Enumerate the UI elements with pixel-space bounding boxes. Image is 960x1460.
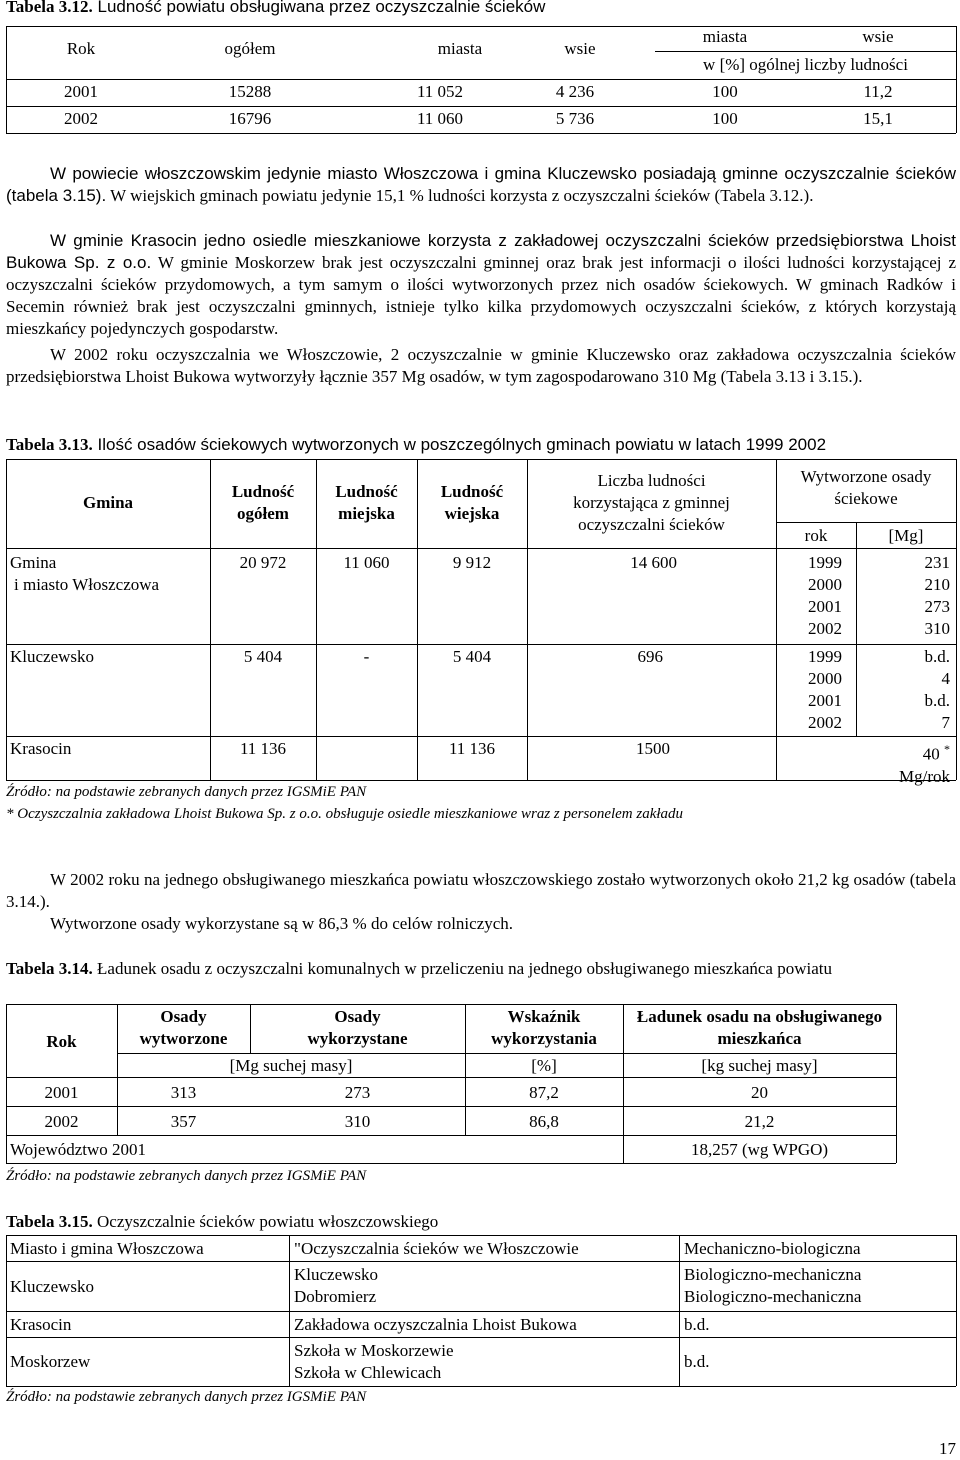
caption-bold: Tabela 3.14. bbox=[6, 959, 93, 978]
cell-typ: b.d. bbox=[684, 1352, 710, 1371]
col-header-ogolem: ogółem bbox=[224, 39, 276, 58]
year: 1999 bbox=[808, 553, 842, 572]
header-line: Ludność bbox=[335, 482, 398, 501]
caption-text: Oczyszczalnie ścieków powiatu włoszczowskiego bbox=[92, 1212, 439, 1231]
page-number: 17 bbox=[939, 1439, 956, 1458]
cell-gmina: Kluczewsko bbox=[10, 1277, 95, 1296]
year: 1999 bbox=[808, 647, 842, 666]
cell-wojewodztwo-value: 18,257 (wg WPGO) bbox=[690, 1140, 829, 1159]
header-line: Ładunek osadu na obsługiwanego bbox=[636, 1007, 883, 1026]
table-3-13-footnote: * Oczyszczalnia zakładowa Lhoist Bukowa Sp. z o.o. obsługuje osiedle mieszkaniowe wraz z personelem zakładu bbox=[6, 806, 684, 822]
unit-kg-suchej-masy: [kg suchej masy] bbox=[701, 1056, 818, 1075]
header-line: wiejska bbox=[444, 504, 500, 523]
caption-bold: Tabela 3.12. bbox=[6, 0, 93, 16]
cell-rok: 2002 bbox=[44, 1112, 79, 1131]
cell-wskaznik: 86,8 bbox=[529, 1112, 559, 1131]
cell-wiejska: 5 404 bbox=[452, 647, 492, 666]
mg-value: 273 bbox=[924, 597, 950, 616]
cell-gmina: Moskorzew bbox=[10, 1352, 91, 1371]
gmina-line: i miasto Włoszczowa bbox=[14, 575, 160, 594]
gmina-line: Gmina bbox=[10, 553, 57, 572]
cell-liczba: 1500 bbox=[636, 739, 670, 758]
header-line: miejska bbox=[338, 504, 395, 523]
header-line: ogółem bbox=[237, 504, 289, 523]
col-header-pct-sub: w [%] ogólnej liczby ludności bbox=[703, 55, 908, 74]
cell-miejska: - bbox=[363, 647, 370, 666]
year: 2001 bbox=[808, 597, 842, 616]
year: 2002 bbox=[808, 619, 842, 638]
mg-value: 310 bbox=[924, 619, 950, 638]
cell-ladunek: 21,2 bbox=[744, 1112, 775, 1131]
cell-line: Biologiczno-mechaniczna bbox=[684, 1265, 862, 1284]
cell-ogolem: 11 136 bbox=[239, 739, 287, 758]
cell-line: Dobromierz bbox=[294, 1287, 377, 1306]
cell-wiejska: 11 136 bbox=[448, 739, 496, 758]
header-line: Wskaźnik bbox=[507, 1007, 581, 1026]
table-3-13-source: Źródło: na podstawie zebranych danych przez IGSMiE PAN bbox=[6, 784, 367, 800]
header-line: Liczba ludności bbox=[597, 471, 706, 490]
cell-gmina: Kluczewsko bbox=[10, 647, 95, 666]
cell-line: Kluczewsko bbox=[294, 1265, 379, 1284]
paragraph-2-sans: W gminie Krasocin jedno osiedle mieszkaniowe korzysta z zakładowej oczyszczalni ścieków przedsiębiorstwa Lhoist Bukowa Sp. z o.o. bbox=[6, 231, 956, 272]
cell-rok: 2001 bbox=[44, 1083, 79, 1102]
header-line: Osady bbox=[334, 1007, 381, 1026]
paragraph-1-sans: W powiecie włoszczowskim jedynie miasto Włoszczowa i gmina Kluczewsko posiadają gminne oczyszczalnie ścieków (tabela 3.15). bbox=[6, 164, 956, 205]
cell-ogolem: 20 972 bbox=[239, 553, 287, 572]
cell-wiejska: 9 912 bbox=[452, 553, 492, 572]
cell-typ: Mechaniczno-biologiczna bbox=[684, 1239, 861, 1258]
header-line: wykorzystane bbox=[307, 1029, 408, 1048]
cell-wskaznik: 87,2 bbox=[529, 1083, 559, 1102]
cell-line: Szkoła w Moskorzewie bbox=[294, 1341, 454, 1360]
cell-rok: 2002 bbox=[64, 109, 98, 128]
table-3-14-source: Źródło: na podstawie zebranych danych przez IGSMiE PAN bbox=[6, 1168, 367, 1184]
cell-wsie: 4 236 bbox=[555, 82, 595, 101]
cell-ogolem: 15288 bbox=[228, 82, 272, 101]
header-line: Ludność bbox=[440, 482, 504, 501]
cell-ladunek: 20 bbox=[751, 1083, 768, 1102]
cell-line: Biologiczno-mechaniczna bbox=[684, 1287, 862, 1306]
cell-oczyszczalnia: "Oczyszczalnia ścieków we Włoszczowie bbox=[294, 1239, 579, 1258]
unit-percent: [%] bbox=[531, 1056, 557, 1075]
cell-oczyszczalnia: Zakładowa oczyszczalnia Lhoist Bukowa bbox=[294, 1315, 577, 1334]
header-line: mieszkańca bbox=[717, 1029, 802, 1048]
mg-value: 231 bbox=[924, 553, 950, 572]
cell-gmina: Miasto i gmina Włoszczowa bbox=[10, 1239, 204, 1258]
col-header-wsie: wsie bbox=[564, 39, 596, 58]
cell-rok: 2001 bbox=[64, 82, 98, 101]
paragraph-1-serif: W wiejskich gminach powiatu jedynie 15,1 % ludności korzysta z oczyszczalni ścieków (Tabela 3.12.). bbox=[106, 186, 814, 205]
cell-osady-wytworzone: 313 bbox=[170, 1083, 197, 1102]
cell-miasta: 11 052 bbox=[416, 82, 464, 101]
paragraph-4-text: W 2002 roku na jednego obsługiwanego mieszkańca powiatu włoszczowskiego zostało wytworzonych około 21,2 kg osadów (tabela 3.14.). bbox=[6, 870, 956, 911]
caption-bold: Tabela 3.15. bbox=[6, 1212, 93, 1231]
mg-value: 210 bbox=[924, 575, 950, 594]
header-line: Wytworzone osady bbox=[800, 467, 932, 486]
col-header-miasta-pct: miasta bbox=[702, 27, 748, 46]
cell-ogolem: 16796 bbox=[228, 109, 272, 128]
year: 2001 bbox=[808, 691, 842, 710]
year: 2000 bbox=[808, 575, 842, 594]
col-header-gmina: Gmina bbox=[82, 493, 134, 512]
footnote-marker: * bbox=[944, 742, 950, 756]
cell-wsie-pct: 11,2 bbox=[863, 82, 893, 101]
header-line: wykorzystania bbox=[491, 1029, 597, 1048]
cell-liczba: 14 600 bbox=[630, 553, 677, 572]
col-header-rok: Rok bbox=[46, 1032, 77, 1051]
col-header-wsie-pct: wsie bbox=[862, 27, 894, 46]
mg-number: 40 bbox=[922, 744, 940, 764]
cell-miasta-pct: 100 bbox=[712, 109, 738, 128]
cell-liczba: 696 bbox=[637, 647, 663, 666]
header-line: Osady bbox=[160, 1007, 207, 1026]
cell-ogolem: 5 404 bbox=[243, 647, 283, 666]
cell-miasta: 11 060 bbox=[416, 109, 464, 128]
caption-text: Ludność powiatu obsługiwana przez oczyszczalnie ścieków bbox=[92, 0, 546, 16]
mg-value: b.d. bbox=[924, 647, 950, 666]
cell-oczyszczalnia bbox=[294, 1340, 676, 1384]
cell-wojewodztwo: Województwo 2001 bbox=[10, 1140, 147, 1159]
cell-miejska: 11 060 bbox=[343, 553, 390, 572]
cell-oczyszczalnia bbox=[294, 1264, 676, 1308]
cell-line: Szkoła w Chlewicach bbox=[294, 1363, 442, 1382]
cell-osady-wykorzystane: 310 bbox=[344, 1112, 371, 1131]
cell-typ bbox=[684, 1264, 954, 1308]
unit-mg-suchej-masy: [Mg suchej masy] bbox=[229, 1056, 353, 1075]
mg-value: 7 bbox=[941, 713, 950, 732]
col-header-rok: rok bbox=[804, 526, 828, 545]
col-header-mg: [Mg] bbox=[888, 526, 924, 545]
header-line: ściekowe bbox=[834, 489, 898, 508]
cell-gmina: Krasocin bbox=[10, 739, 72, 758]
col-header-rok: Rok bbox=[66, 39, 96, 58]
caption-text: Ilość osadów ściekowych wytworzonych w poszczególnych gminach powiatu w latach 1999 2002 bbox=[92, 435, 827, 454]
mg-unit: Mg/rok bbox=[899, 766, 950, 786]
caption-text: Ładunek osadu z oczyszczalni komunalnych w przeliczeniu na jednego obsługiwanego mieszkańca powiatu bbox=[92, 959, 832, 978]
cell-wsie: 5 736 bbox=[555, 109, 595, 128]
cell-typ: b.d. bbox=[684, 1315, 710, 1334]
cell-wsie-pct: 15,1 bbox=[863, 109, 893, 128]
mg-value: b.d. bbox=[924, 691, 950, 710]
header-line: Ludność bbox=[231, 482, 295, 501]
cell-miasta-pct: 100 bbox=[712, 82, 738, 101]
year: 2000 bbox=[808, 669, 842, 688]
header-line: korzystająca z gminnej bbox=[573, 493, 730, 512]
col-header-miasta: miasta bbox=[437, 39, 483, 58]
paragraph-3-text: W 2002 roku oczyszczalnia we Włoszczowie, 2 oczyszczalnie w gminie Kluczewsko oraz zakładowa oczyszczalnia ścieków przedsiębiorstwa Lhoist Bukowa wytworzyły łącznie 357 Mg osadów, w tym zagospodarowano 310 Mg (Tabela 3.13 i 3.15.). bbox=[6, 345, 956, 386]
header-line: oczyszczalni ścieków bbox=[578, 515, 725, 534]
table-3-15-source: Źródło: na podstawie zebranych danych przez IGSMiE PAN bbox=[6, 1389, 367, 1405]
cell-osady-wytworzone: 357 bbox=[170, 1112, 197, 1131]
paragraph-2-serif: W gminie Moskorzew brak jest oczyszczalni gminnej oraz brak jest informacji o ilości ludności korzystającej z oczyszczalni ścieków przydomowych, a tym samym o ilości wytworzonych przez nich osadów ściekowych. W gminach Radków i Secemin również brak jest oczyszczalni gminnych, istnieje tylko kilka przydomowych oczyszczalni ścieków, z których korzystają mieszkańcy pojedynczych gospodarstw. bbox=[6, 253, 956, 338]
mg-value: 4 bbox=[941, 669, 950, 688]
year: 2002 bbox=[808, 713, 842, 732]
cell-gmina: Krasocin bbox=[10, 1315, 72, 1334]
cell-osady-wykorzystane: 273 bbox=[344, 1083, 371, 1102]
header-line: wytworzone bbox=[139, 1029, 228, 1048]
caption-bold: Tabela 3.13. bbox=[6, 435, 93, 454]
paragraph-5-text: Wytworzone osady wykorzystane są w 86,3 % do celów rolniczych. bbox=[50, 914, 514, 933]
